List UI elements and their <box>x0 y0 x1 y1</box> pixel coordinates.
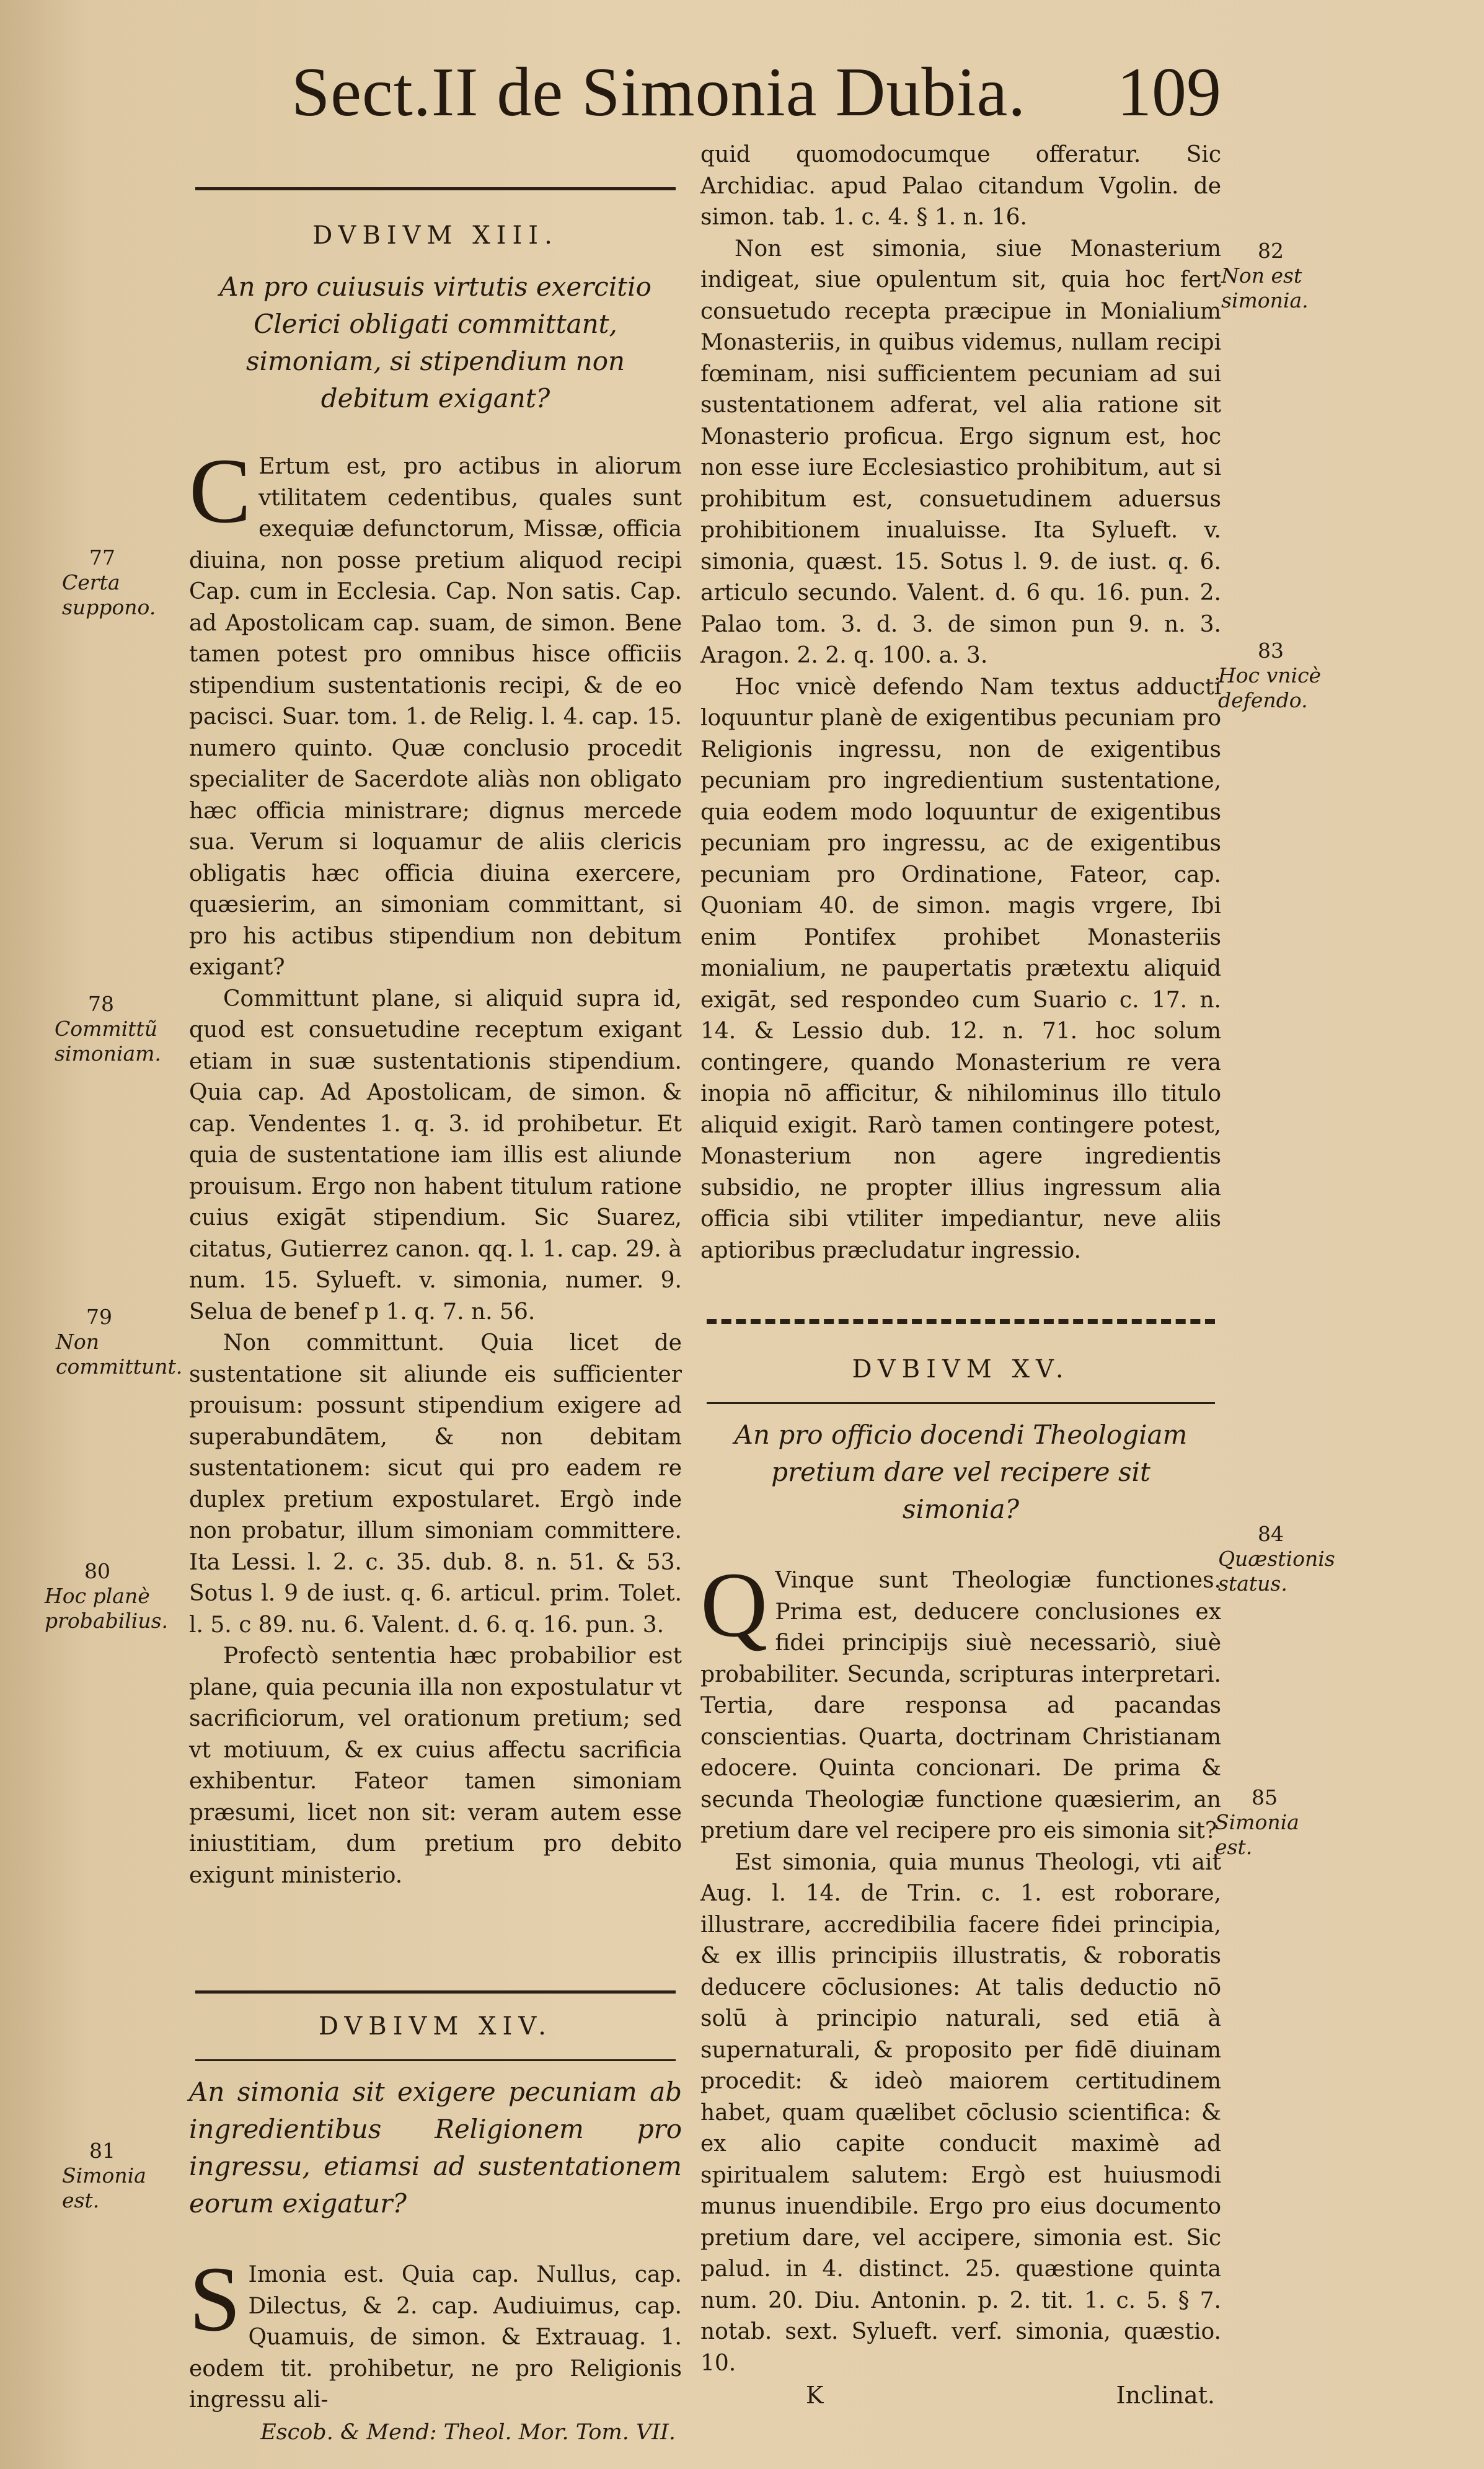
dubium-13-paragraph-1: C Ertum est, pro actibus in aliorum vtilitatem cedentibus, quales sunt exequiæ defunctorum, Missæ, officia diuina, non posse pretium aliquod recipi Cap. cum in Ecclesia. Cap. Non satis. Cap. ad Apostolicam cap. suam, de simon. Bene tamen potest pro omnibus hisce officiis stipendium sustentationis recipi, & de eo pacisci. Suar. tom. 1. de Relig. l. 4. cap. 15. numero quinto. Quæ conclusio procedit specialiter de Sacerdote aliàs non obligato hæc officia ministrare; dignus mercede sua. Verum si loquamur de aliis clericis obligatis hæc officia diuina exercere, quæsierim, an simoniam committant, si pro his actibus stipendium non debitum exigant? <box>189 439 682 980</box>
margin-note-80: 80 Hoc planè probabilius. <box>45 1559 169 1633</box>
right-column <box>700 139 1221 2409</box>
section-rule <box>707 1319 1215 1324</box>
drop-cap: S <box>189 2248 241 2351</box>
page-number: 109 <box>1117 54 1221 131</box>
page-footer <box>700 2382 1221 2409</box>
margin-note-77: 77 Certa suppono. <box>62 545 156 619</box>
section-rule <box>707 1402 1215 1404</box>
running-title: Sect.II de Simonia Dubia. <box>291 54 1027 131</box>
catchword: Inclinat. <box>1116 2382 1215 2409</box>
dubium-13-heading: DVBIVM XIII. <box>312 221 559 250</box>
dubium-15-heading: DVBIVM XV. <box>852 1355 1070 1384</box>
margin-note-83: 83 Hoc vnicè defendo. <box>1218 638 1322 712</box>
continued-paragraph: quid quomodocumque offeratur. Sic Archidiac. apud Palao citandum Vgolin. de simon. tab. 1. c. 4. § 1. n. 16. <box>700 142 1221 230</box>
margin-note-82: 82 Non est simonia. <box>1221 239 1309 312</box>
dubium-14-question: An simonia sit exigere pecuniam ab ingredientibus Religionem pro ingressu, etiamsi ad sustentationem eorum exigatur? <box>189 2077 682 2219</box>
dubium-13-paragraph-3: Non committunt. Quia licet de sustentatione sit aliunde eis sufficienter prouisum: possunt stipendium exigere ad superabundātem, & non debitam sustentationem: sicut qui pro eadem re duplex pretium expostularet. Ergò inde non probatur, illum simoniam committere. Ita Lessi. l. 2. c. 35. dub. 8. n. 51. & 53. Sotus l. 9 de iust. q. 6. articul. prim. Tolet. l. 5. c 89. nu. 6. Valent. d. 6. q. 16. pun. 3. <box>189 1330 682 1638</box>
dubium-14-paragraph-1: S Imonia est. Quia cap. Nullus, cap. Dilectus, & 2. cap. Audiuimus, cap. Quamuis, de simon. & Extrauag. 1. eodem tit. prohibetur, ne pro Religionis ingressu ali- <box>189 2248 682 2413</box>
signature-line: Escob. & Mend: Theol. Mor. Tom. VII. <box>260 2419 676 2445</box>
paragraph-non-est-simonia: Non est simonia, siue Monasterium indigeat, siue opulentum sit, quia hoc fert consuetudo recepta præcipue in Monialium Monasteriis, in quibus videmus, nullam recipi fœminam, nisi sufficientem pecuniam ad sui sustentationem adferat, vel alia ratione sit Monasterio proficua. Ergo signum est, hoc non esse iure Ecclesiastico prohibitum, aut si prohibitum est, consuetudinem aduersus prohibitionem inualuisse. Ita Sylueft. v. simonia, quæst. 15. Sotus l. 9. de iust. q. 6. articulo secundo. Valent. d. 6 qu. 16. pun. 2. Palao tom. 3. d. 3. de simon pun 9. n. 3. Aragon. 2. 2. q. 100. a. 3. <box>700 236 1221 668</box>
drop-cap: C <box>189 439 252 542</box>
dubium-13-paragraph-2: Committunt plane, si aliquid supra id, quod est consuetudine receptum exigant etiam in suæ sustentationis stipendium. Quia cap. Ad Apostolicam, de simon. & cap. Vendentes 1. q. 3. id prohibetur. Et quia de sustentatione iam illis est aliunde prouisum. Ergo non habent titulum ratione cuius exigāt stipendium. Sic Suarez, citatus, Gutierrez canon. qq. l. 1. cap. 29. à num. 15. Sylueft. v. simonia, numer. 9. Selua de benef p 1. q. 7. n. 56. <box>189 986 682 1325</box>
margin-note-81: 81 Simonia est. <box>62 2139 146 2212</box>
margin-note-85: 85 Simonia est. <box>1215 1785 1299 1859</box>
dubium-15-question: An pro officio docendi Theologiam pretium dare vel recipere sit simonia? <box>734 1420 1188 1524</box>
margin-note-78: 78 Committũ simoniam. <box>55 992 161 1066</box>
dubium-13-question: An pro cuiusuis virtutis exercitio Clerici obligati committant, simoniam, si stipendium non debitum exigant? <box>219 272 651 413</box>
dubium-13-paragraph-4: Profectò sententia hæc probabilior est plane, quia pecunia illa non expostulatur vt sacrificiorum, vel orationum pretium; sed vt motiuum, & ex cuius affectu sacrificia exhibentur. Fateor tamen simoniam præsumi, licet non sit: veram autem esse iniustitiam, dum pretium pro debito exigunt ministerio. <box>189 1643 682 1888</box>
dubium-15-paragraph-1: Q Vinque sunt Theologiæ functiones. Prima est, deducere conclusiones ex fidei principijs siuè necessariò, siuè probabiliter. Secunda, scripturas interpretari. Tertia, dare responsa ad pacandas conscientias. Quarta, doctrinam Christianam edocere. Quinta concionari. De prima & secunda Theologiæ functione quæsierim, an pretium dare vel recipere pro eis simonia sit? <box>700 1553 1221 1844</box>
left-column <box>189 161 682 2445</box>
dubium-14-heading: DVBIVM XIV. <box>319 2012 552 2041</box>
section-rule <box>195 1990 676 1994</box>
drop-cap: Q <box>700 1553 768 1656</box>
section-rule <box>195 2059 676 2061</box>
running-header <box>291 53 1221 139</box>
dubium-15-paragraph-2: Est simonia, quia munus Theologi, vti ait Aug. l. 14. de Trin. c. 1. est roborare, illustrare, accredibilia facere fidei principia, & ex illis principiis illustratis, & roboratis deducere cōclusiones: At talis deductio nō solū à principio naturali, sed etiā à supernaturali, & proposito per fidē diuinam procedit: & ideò maiorem certitudinem habet, quam quælibet cōclusio scientifica: & ex alio capite conducit maximè ad spiritualem salutem: Ergò est huiusmodi munus inuendibile. Ergo pro eius documento pretium dare, vel accipere, simonia est. Sic palud. in 4. distinct. 25. quæstione quinta num. 20. Diu. Antonin. p. 2. tit. 1. c. 5. § 7. notab. sext. Sylueft. verf. simonia, quæstio. 10. <box>700 1849 1221 2376</box>
signature-mark: K <box>806 2382 824 2409</box>
margin-note-79: 79 Non committunt. <box>56 1305 183 1379</box>
margin-note-84: 84 Quæstionis status. <box>1218 1522 1335 1596</box>
section-rule <box>195 187 676 190</box>
paragraph-hoc-vnice-defendo: Hoc vnicè defendo Nam textus adducti loquuntur planè de exigentibus pecuniam pro Religionis ingressu, non de exigentibus pecuniam pro ingredientium sustentatione, quia eodem modo loquuntur de exigentibus pecuniam pro ingressu, ac de exigentibus pecuniam pro Ordinatione, Fateor, cap. Quoniam 40. de simon. magis vrgere, Ibi enim Pontifex prohibet Monasteriis monialium, ne paupertatis prætextu aliquid exigāt, sed respondeo cum Suario c. 17. n. 14. & Lessio dub. 12. n. 71. hoc solum contingere, quando Monasterium re vera inopia nō afficitur, & nihilominus illo titulo aliquid exigit. Rarò tamen contingere potest, Monasterium non agere ingredientis subsidio, ne propter illius ingressum alia officia sibi vtiliter impediantur, neve aliis aptioribus præcludatur ingressio. <box>700 674 1221 1263</box>
